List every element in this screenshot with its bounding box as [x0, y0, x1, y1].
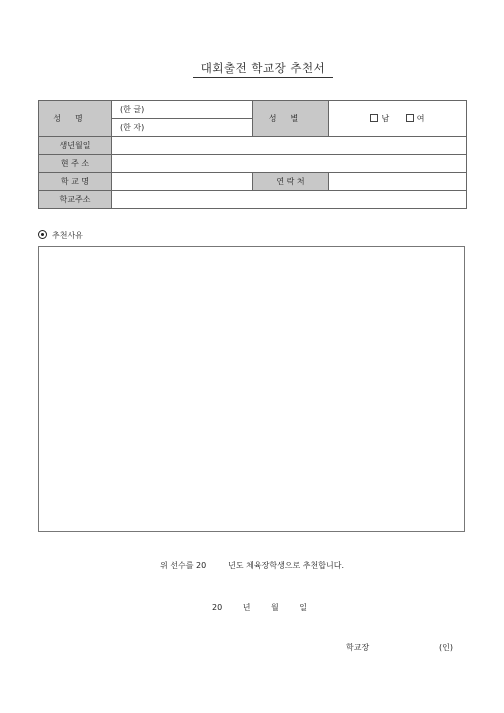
bullet-icon: [38, 230, 47, 239]
school-name-label: 학 교 명: [39, 173, 112, 191]
reason-heading: [38, 230, 83, 241]
name-hanja-field[interactable]: (한 자): [112, 119, 253, 137]
application-form-table: [38, 100, 467, 209]
address-label: 현 주 소: [39, 155, 112, 173]
school-name-field[interactable]: [112, 173, 253, 191]
document-title: 대회출전 학교장 추천서: [193, 60, 333, 78]
gender-label: 성별: [253, 101, 329, 137]
contact-label: 연 락 처: [253, 173, 329, 191]
statement-part2: 년도 체육장학생으로 추천합니다.: [228, 561, 344, 570]
male-checkbox[interactable]: [370, 114, 378, 122]
male-option-label: 남: [381, 114, 390, 123]
address-field[interactable]: [112, 155, 467, 173]
date-line: [212, 602, 325, 613]
date-prefix: 20: [212, 603, 223, 612]
female-checkbox[interactable]: [406, 114, 414, 122]
reason-textarea[interactable]: [38, 246, 465, 532]
birth-date-label: 생년월일: [39, 137, 112, 155]
date-month: 월: [271, 603, 279, 612]
date-year: 년: [242, 603, 251, 612]
birth-date-field[interactable]: [112, 137, 467, 155]
principal-label: 학교장: [346, 643, 370, 652]
name-hangul-field[interactable]: (한 글): [112, 101, 253, 119]
school-address-label: 학교주소: [39, 191, 112, 209]
female-option-label: 여: [416, 114, 425, 123]
name-label: 성명: [39, 101, 112, 137]
statement-part1: 위 선수를 20: [159, 561, 207, 570]
recommendation-statement: [0, 560, 504, 571]
date-day: 일: [299, 603, 308, 612]
reason-heading-text: 추천사유: [52, 231, 83, 240]
gender-options: [329, 101, 467, 137]
contact-field[interactable]: [329, 173, 467, 191]
seal-mark: (인): [439, 643, 453, 652]
school-address-field[interactable]: [112, 191, 467, 209]
